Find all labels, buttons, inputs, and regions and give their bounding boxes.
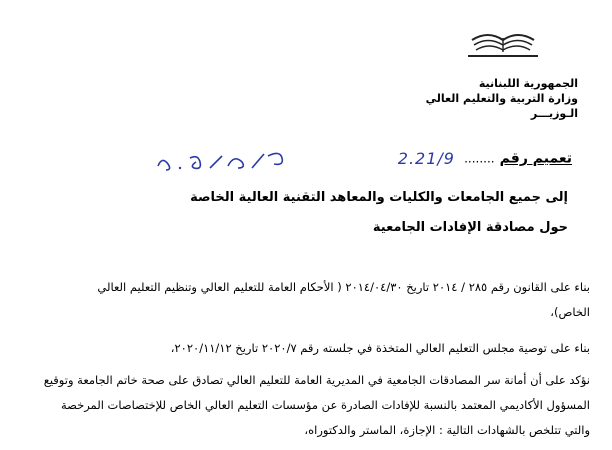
republic-name: الجمهورية اللبنانية	[478, 77, 578, 90]
paragraph-line: والتي تتلخص بالشهادات التالية : الإجازة، الماستر والدكتوراه،	[304, 423, 590, 437]
paragraph-line: المسؤول الأكاديمي المعتمد بالنسبة للإفادات الصادرة عن مؤسسات التعليم العالي الخاص للإختصاصات المرخصة	[60, 398, 590, 412]
paragraph-confirmation	[10, 368, 590, 443]
memo-label: تعميم رقم	[499, 150, 572, 167]
open-book-logo-icon	[466, 26, 540, 62]
paragraph-line: بناء على القانون رقم ٢٨٥ / ٢٠١٤ تاريخ ٢٠١٤/٠٤/٣٠ ( الأحكام العامة للتعليم العالي وتنظيم التعليم العالي	[97, 280, 590, 294]
paragraph-law-reference	[10, 275, 590, 325]
paragraph-line: نؤكد على أن أمانة سر المصادقات الجامعية في المديرية العامة للتعليم العالي تصادق على صحة خاتم الجامعة وتوقيع	[43, 373, 590, 387]
letterhead	[378, 76, 578, 121]
paragraph-line: الخاص)،	[550, 305, 590, 319]
paragraph-council-recommendation	[10, 336, 590, 361]
subject-title: حول مصادقة الإفادات الجامعية	[372, 220, 568, 235]
handwritten-number-strokes	[150, 146, 300, 176]
ministry-name: وزارة التربية والتعليم العالي	[425, 92, 578, 105]
paragraph-line: بناء على توصية مجلس التعليم العالي المتخذة في جلسته رقم ٢٠٢٠/٧ تاريخ ٢٠٢٠/١١/١٢،	[170, 341, 590, 355]
memo-handwritten-number: 2.21/9	[397, 149, 455, 168]
minister-title: الـوزيـــر	[530, 107, 578, 120]
memo-dots: ........	[464, 151, 495, 166]
subject-recipients: إلى جميع الجامعات والكليات والمعاهد التقنية العالية الخاصة	[190, 190, 568, 205]
